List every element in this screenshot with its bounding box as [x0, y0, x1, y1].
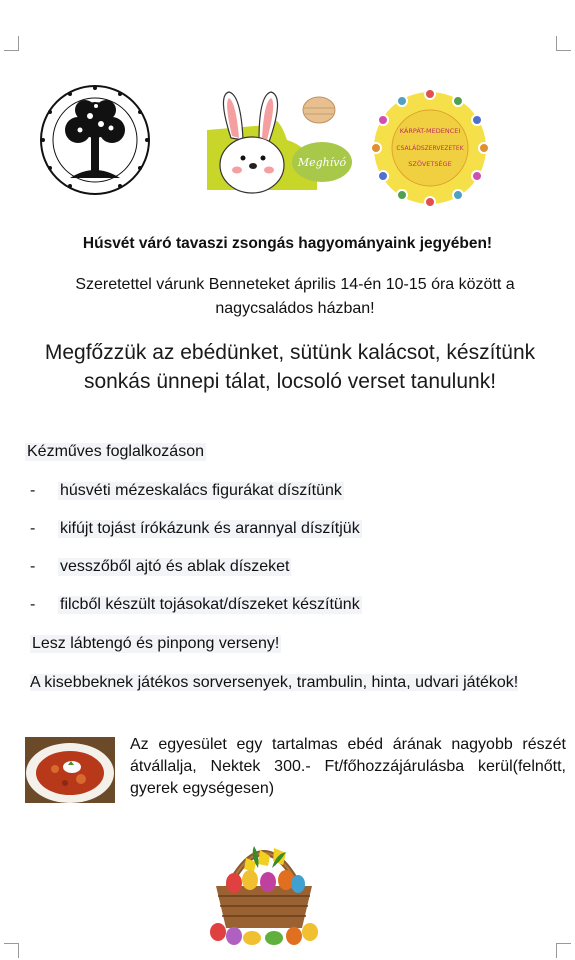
program-highlight: Megfőzzük az ebédünket, sütünk kalácsot, készítünk sonkás ünnepi tálat, locsoló verset tanulunk! [44, 341, 536, 393]
lunch-info: Az egyesület egy tartalmas ebéd árának nagyobb részét átvállalja, Nektek 300.- Ft/főhozzájárulásba kerül(felnőtt, gyerek egységesen) [130, 736, 566, 797]
crafts-label: Kézműves foglalkozáson [27, 443, 204, 460]
invitation-badge-text: Meghívó [297, 156, 347, 169]
association-name-line: KÁRPÁT-MEDENCEI [399, 127, 461, 135]
page-corner-mark [556, 943, 571, 958]
bunny-invitation-logo [207, 90, 355, 200]
association-name-line: SZÖVETSÉGE [408, 160, 452, 168]
association-logo [370, 88, 490, 208]
association-name-line: CSALÁDSZERVEZETEK [396, 145, 464, 152]
kids-activities-span: A kisebbeknek játékos sorversenyek, trambulin, hinta, udvari játékok! [30, 674, 519, 691]
page-corner-mark [4, 36, 19, 51]
list-item-text: filcből készült tojásokat/díszeket készítünk [60, 596, 360, 613]
event-heading: Húsvét váró tavaszi zsongás hagyományaink jegyében! [82, 235, 493, 252]
page-corner-mark [556, 36, 571, 51]
bullet-marker: - [30, 596, 36, 613]
logo-row [0, 82, 575, 212]
kids-activities-text [30, 672, 550, 694]
easter-basket-image [198, 828, 330, 946]
competition-text: Lesz lábtengó és pinpong verseny! [32, 635, 280, 652]
list-item-text: kifújt tojást írókázunk és arannyal díszítjük [60, 520, 360, 537]
bullet-marker: - [30, 482, 36, 499]
invite-text: Szeretettel várunk Benneteket április 14-én 10-15 óra között a nagycsaládos házban! [75, 276, 515, 317]
list-item-text: húsvéti mézeskalács figurákat díszítünk [60, 482, 342, 499]
list-item-text: vesszőből ajtó és ablak díszeket [60, 558, 290, 575]
soup-photo [25, 737, 115, 803]
bullet-marker: - [30, 558, 36, 575]
page-corner-mark [4, 943, 19, 958]
bullet-marker: - [30, 520, 36, 537]
tree-logo [30, 82, 160, 200]
